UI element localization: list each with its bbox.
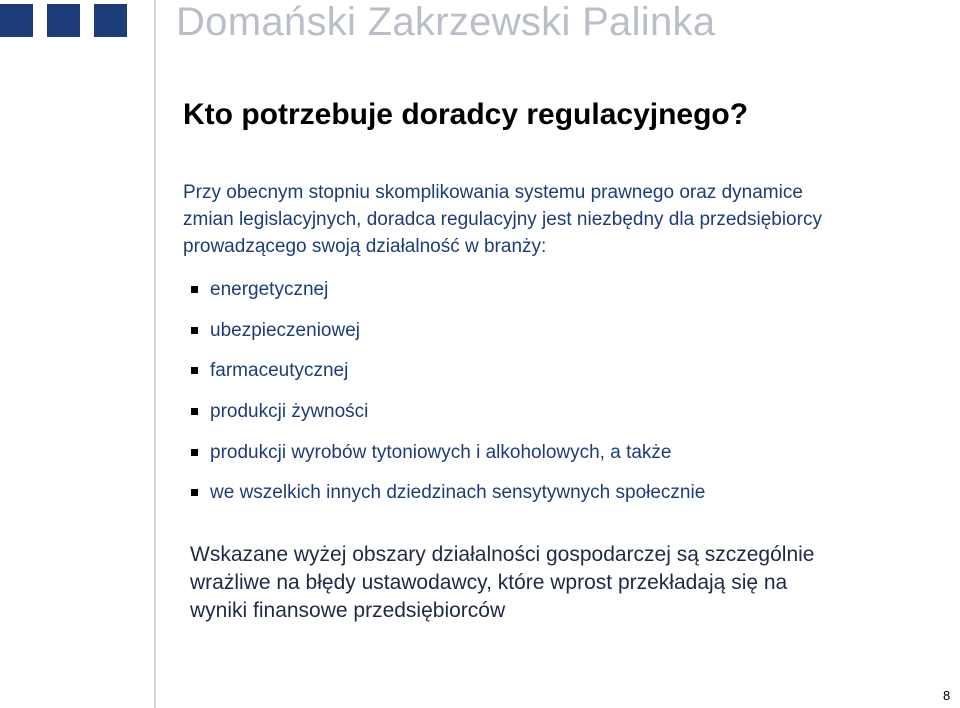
- slide-title: Kto potrzebuje doradcy regulacyjnego?: [183, 98, 749, 131]
- intro-paragraph: [183, 179, 933, 260]
- list-item-label: ubezpieczeniowej: [210, 319, 360, 341]
- outro-paragraph: [190, 541, 930, 625]
- page-number: 8: [943, 688, 951, 703]
- outro-line: wrażliwe na błędy ustawodawcy, które wprost przekładają się na: [190, 571, 788, 594]
- outro-line: wyniki finansowe przedsiębiorców: [190, 599, 506, 622]
- intro-line: Przy obecnym stopniu skomplikowania systemu prawnego oraz dynamice: [183, 182, 803, 203]
- logo-square-2: [47, 4, 80, 37]
- list-item: [190, 439, 705, 480]
- list-item: [190, 357, 705, 398]
- square-bullet-icon: [191, 449, 198, 456]
- list-item: [190, 398, 705, 439]
- logo-square-1: [0, 4, 33, 37]
- list-item: [190, 276, 705, 317]
- square-bullet-icon: [191, 408, 198, 415]
- intro-line: prowadzącego swoją działalność w branży:: [183, 236, 547, 257]
- list-item: [190, 479, 705, 520]
- industry-list: [190, 276, 705, 520]
- outro-line: Wskazane wyżej obszary działalności gospodarczej są szczególnie: [190, 543, 815, 566]
- intro-line: zmian legislacyjnych, doradca regulacyjny jest niezbędny dla przedsiębiorcy: [183, 209, 822, 230]
- square-bullet-icon: [191, 286, 198, 293]
- list-item: [190, 317, 705, 358]
- list-item-label: produkcji żywności: [210, 401, 369, 423]
- square-bullet-icon: [191, 327, 198, 334]
- list-item-label: farmaceutycznej: [210, 360, 349, 382]
- header-divider: [154, 0, 156, 708]
- list-item-label: we wszelkich innych dziedzinach sensytywnych społecznie: [210, 482, 706, 504]
- list-item-label: energetycznej: [210, 279, 329, 300]
- square-bullet-icon: [191, 489, 198, 496]
- logo-square-3: [94, 4, 127, 37]
- brand-name: Domański Zakrzewski Palinka: [176, 0, 716, 44]
- square-bullet-icon: [191, 367, 198, 374]
- list-item-label: produkcji wyrobów tytoniowych i alkoholowych, a także: [210, 441, 672, 463]
